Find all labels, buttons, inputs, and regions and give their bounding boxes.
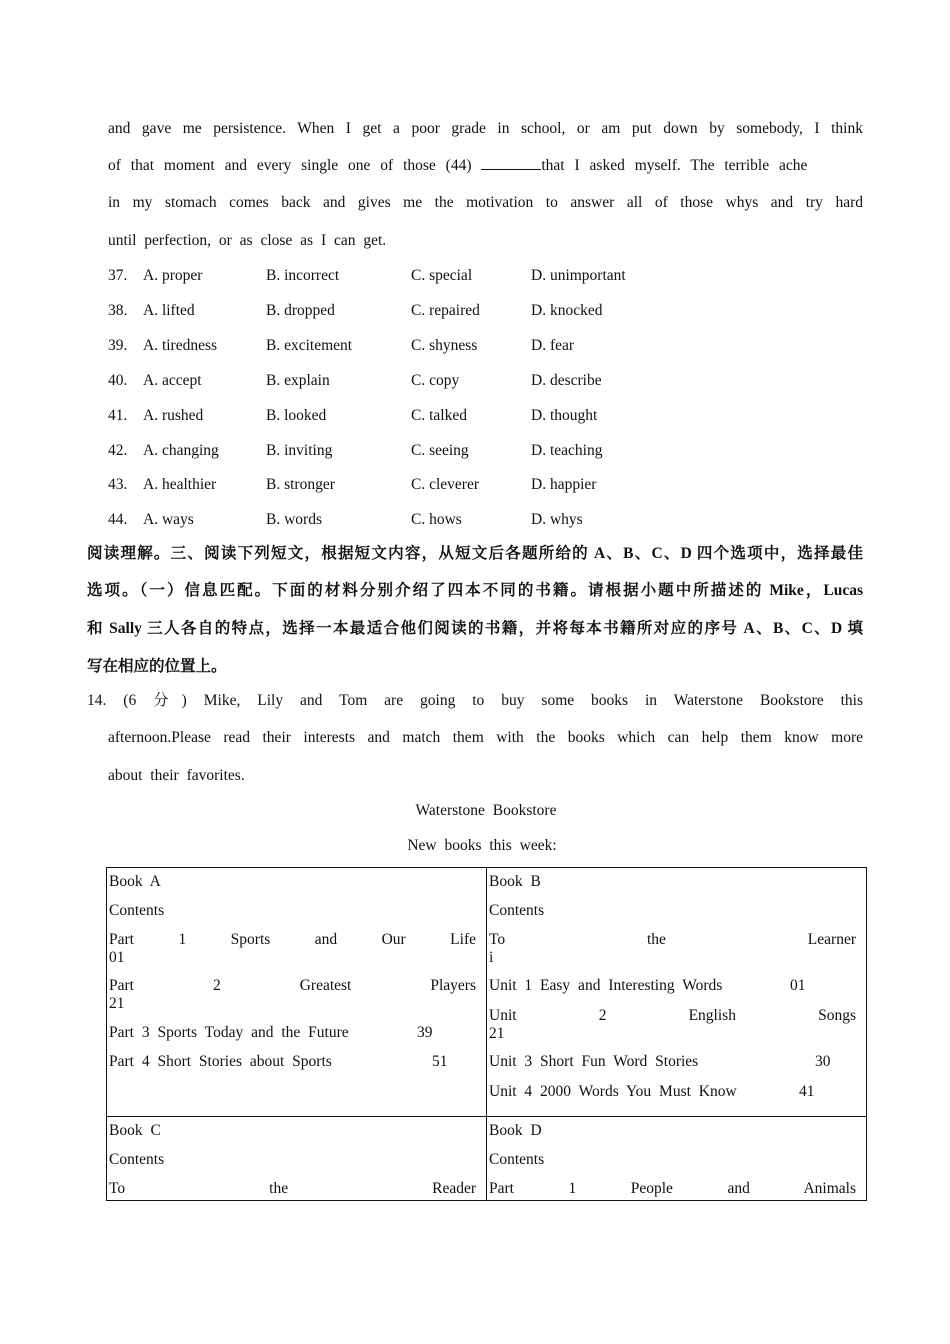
book-b-unit-1: Unit 1 Easy and Interesting Words bbox=[489, 977, 723, 994]
question-number: 37. bbox=[108, 267, 128, 284]
book-a-part-1: Part 1 Sports and Our Life bbox=[109, 931, 476, 948]
bookstore-subtitle: New books this week: bbox=[407, 837, 557, 854]
book-b-unit-3: Unit 3 Short Fun Word Stories bbox=[489, 1053, 699, 1070]
passage-line-2-end: that I asked myself. The terrible ache bbox=[541, 157, 808, 174]
option-a[interactable]: A. ways bbox=[143, 511, 194, 528]
book-c-title: Book C bbox=[109, 1122, 161, 1139]
option-d[interactable]: D. thought bbox=[531, 407, 598, 424]
book-a-part-4-row bbox=[109, 1052, 476, 1072]
option-a[interactable]: A. tiredness bbox=[143, 337, 218, 354]
question-number: 38. bbox=[108, 302, 128, 319]
book-d-contents-label: Contents bbox=[489, 1151, 545, 1168]
reading-instructions-line-4: 写在相应的位置上。 bbox=[87, 658, 227, 675]
question-41 bbox=[108, 404, 868, 428]
book-a-title: Book A bbox=[109, 873, 161, 890]
question-number: 39. bbox=[108, 337, 128, 354]
passage-line-2 bbox=[108, 154, 863, 178]
option-d[interactable]: D. unimportant bbox=[531, 267, 626, 284]
book-a-part-2: Part 2 Greatest Players bbox=[109, 977, 476, 994]
option-c[interactable]: C. repaired bbox=[411, 302, 480, 319]
book-b-unit-4-page: 41 bbox=[799, 1083, 815, 1100]
book-a-part-4-page: 51 bbox=[432, 1053, 448, 1070]
question-number: 43. bbox=[108, 476, 128, 493]
option-b[interactable]: B. explain bbox=[266, 372, 330, 389]
option-d[interactable]: D. whys bbox=[531, 511, 583, 528]
option-a[interactable]: A. changing bbox=[143, 442, 219, 459]
question-38 bbox=[108, 299, 868, 323]
option-b[interactable]: B. words bbox=[266, 511, 322, 528]
book-d-cell bbox=[489, 1121, 856, 1199]
question-43 bbox=[108, 473, 868, 497]
option-a[interactable]: A. accept bbox=[143, 372, 202, 389]
q14-line-2: afternoon.Please read their interests and match them with the books which can help them know more bbox=[108, 729, 863, 746]
question-number: 40. bbox=[108, 372, 128, 389]
book-a-part-3: Part 3 Sports Today and the Future bbox=[109, 1024, 349, 1041]
book-c-cell bbox=[109, 1121, 476, 1199]
book-a-part-2-page: 21 bbox=[109, 995, 125, 1012]
book-b-unit-3-page: 30 bbox=[815, 1053, 831, 1070]
question-number: 42. bbox=[108, 442, 128, 459]
book-b-unit-4: Unit 4 2000 Words You Must Know bbox=[489, 1083, 737, 1100]
option-b[interactable]: B. excitement bbox=[266, 337, 353, 354]
option-d[interactable]: D. knocked bbox=[531, 302, 603, 319]
passage-line-3: in my stomach comes back and gives me the motivation to answer all of those whys and try hard bbox=[108, 194, 863, 211]
question-44 bbox=[108, 508, 868, 532]
book-b-unit-1-page: 01 bbox=[790, 977, 806, 994]
reading-instructions-line-1: 阅读理解。三、阅读下列短文，根据短文内容，从短文后各题所给的 A、B、C、D 四个选项中，选择最佳 bbox=[87, 545, 863, 562]
option-d[interactable]: D. teaching bbox=[531, 442, 603, 459]
option-a[interactable]: A. healthier bbox=[143, 476, 217, 493]
question-39 bbox=[108, 334, 868, 358]
book-b-unit-2: Unit 2 English Songs bbox=[489, 1007, 856, 1024]
option-b[interactable]: B. stronger bbox=[266, 476, 335, 493]
book-d-title: Book D bbox=[489, 1122, 542, 1139]
question-37 bbox=[108, 264, 868, 288]
book-b-cell bbox=[489, 872, 856, 1102]
option-b[interactable]: B. dropped bbox=[266, 302, 335, 319]
option-a[interactable]: A. rushed bbox=[143, 407, 204, 424]
option-c[interactable]: C. copy bbox=[411, 372, 460, 389]
book-b-unit-2-page: 21 bbox=[489, 1025, 505, 1042]
book-a-contents-label: Contents bbox=[109, 902, 165, 919]
option-b[interactable]: B. inviting bbox=[266, 442, 333, 459]
option-d[interactable]: D. happier bbox=[531, 476, 597, 493]
option-a[interactable]: A. proper bbox=[143, 267, 203, 284]
option-d[interactable]: D. describe bbox=[531, 372, 602, 389]
table-divider-vertical bbox=[486, 867, 487, 1201]
q14-line-3: about their favorites. bbox=[108, 767, 245, 784]
bookstore-title: Waterstone Bookstore bbox=[415, 802, 557, 819]
book-b-intro: To the Learner bbox=[489, 931, 856, 948]
book-c-intro: To the Reader bbox=[109, 1180, 476, 1197]
answer-blank-44[interactable] bbox=[481, 154, 541, 170]
option-c[interactable]: C. talked bbox=[411, 407, 467, 424]
book-b-unit-1-row bbox=[489, 976, 856, 996]
passage-line-4: until perfection, or as close as I can get. bbox=[108, 232, 387, 249]
book-b-title: Book B bbox=[489, 873, 541, 890]
option-b[interactable]: B. looked bbox=[266, 407, 327, 424]
book-b-unit-4-row bbox=[489, 1082, 856, 1102]
option-c[interactable]: C. seeing bbox=[411, 442, 469, 459]
book-d-part-1: Part 1 People and Animals bbox=[489, 1180, 856, 1197]
option-c[interactable]: C. hows bbox=[411, 511, 462, 528]
option-b[interactable]: B. incorrect bbox=[266, 267, 340, 284]
option-c[interactable]: C. special bbox=[411, 267, 473, 284]
book-a-part-1-page: 01 bbox=[109, 949, 125, 966]
option-c[interactable]: C. shyness bbox=[411, 337, 478, 354]
book-a-part-3-row bbox=[109, 1023, 476, 1043]
question-42 bbox=[108, 439, 868, 463]
question-40 bbox=[108, 369, 868, 393]
passage-line-2-start: of that moment and every single one of those (44) bbox=[108, 157, 472, 174]
option-c[interactable]: C. cleverer bbox=[411, 476, 479, 493]
question-number: 41. bbox=[108, 407, 128, 424]
book-c-contents-label: Contents bbox=[109, 1151, 165, 1168]
book-a-part-3-page: 39 bbox=[417, 1024, 433, 1041]
book-a-cell bbox=[109, 872, 476, 1072]
q14-line-1: 14. (6 分) Mike, Lily and Tom are going to buy some books in Waterstone Bookstore this bbox=[87, 692, 863, 709]
book-b-unit-3-row bbox=[489, 1052, 856, 1072]
book-a-part-4: Part 4 Short Stories about Sports bbox=[109, 1053, 332, 1070]
option-d[interactable]: D. fear bbox=[531, 337, 575, 354]
reading-instructions-line-2: 选项。（一）信息匹配。下面的材料分别介绍了四本不同的书籍。请根据小题中所描述的 Mike，Lucas bbox=[87, 582, 863, 599]
passage-line-1: and gave me persistence. When I get a poor grade in school, or am put down by somebody, I think bbox=[108, 120, 863, 137]
reading-instructions-line-3: 和 Sally 三人各自的特点，选择一本最适合他们阅读的书籍，并将每本书籍所对应的序号 A、B、C、D 填 bbox=[87, 620, 863, 637]
question-number: 44. bbox=[108, 511, 128, 528]
book-b-intro-page: i bbox=[489, 949, 494, 966]
table-divider-horizontal bbox=[106, 1116, 867, 1117]
book-b-contents-label: Contents bbox=[489, 902, 545, 919]
option-a[interactable]: A. lifted bbox=[143, 302, 195, 319]
